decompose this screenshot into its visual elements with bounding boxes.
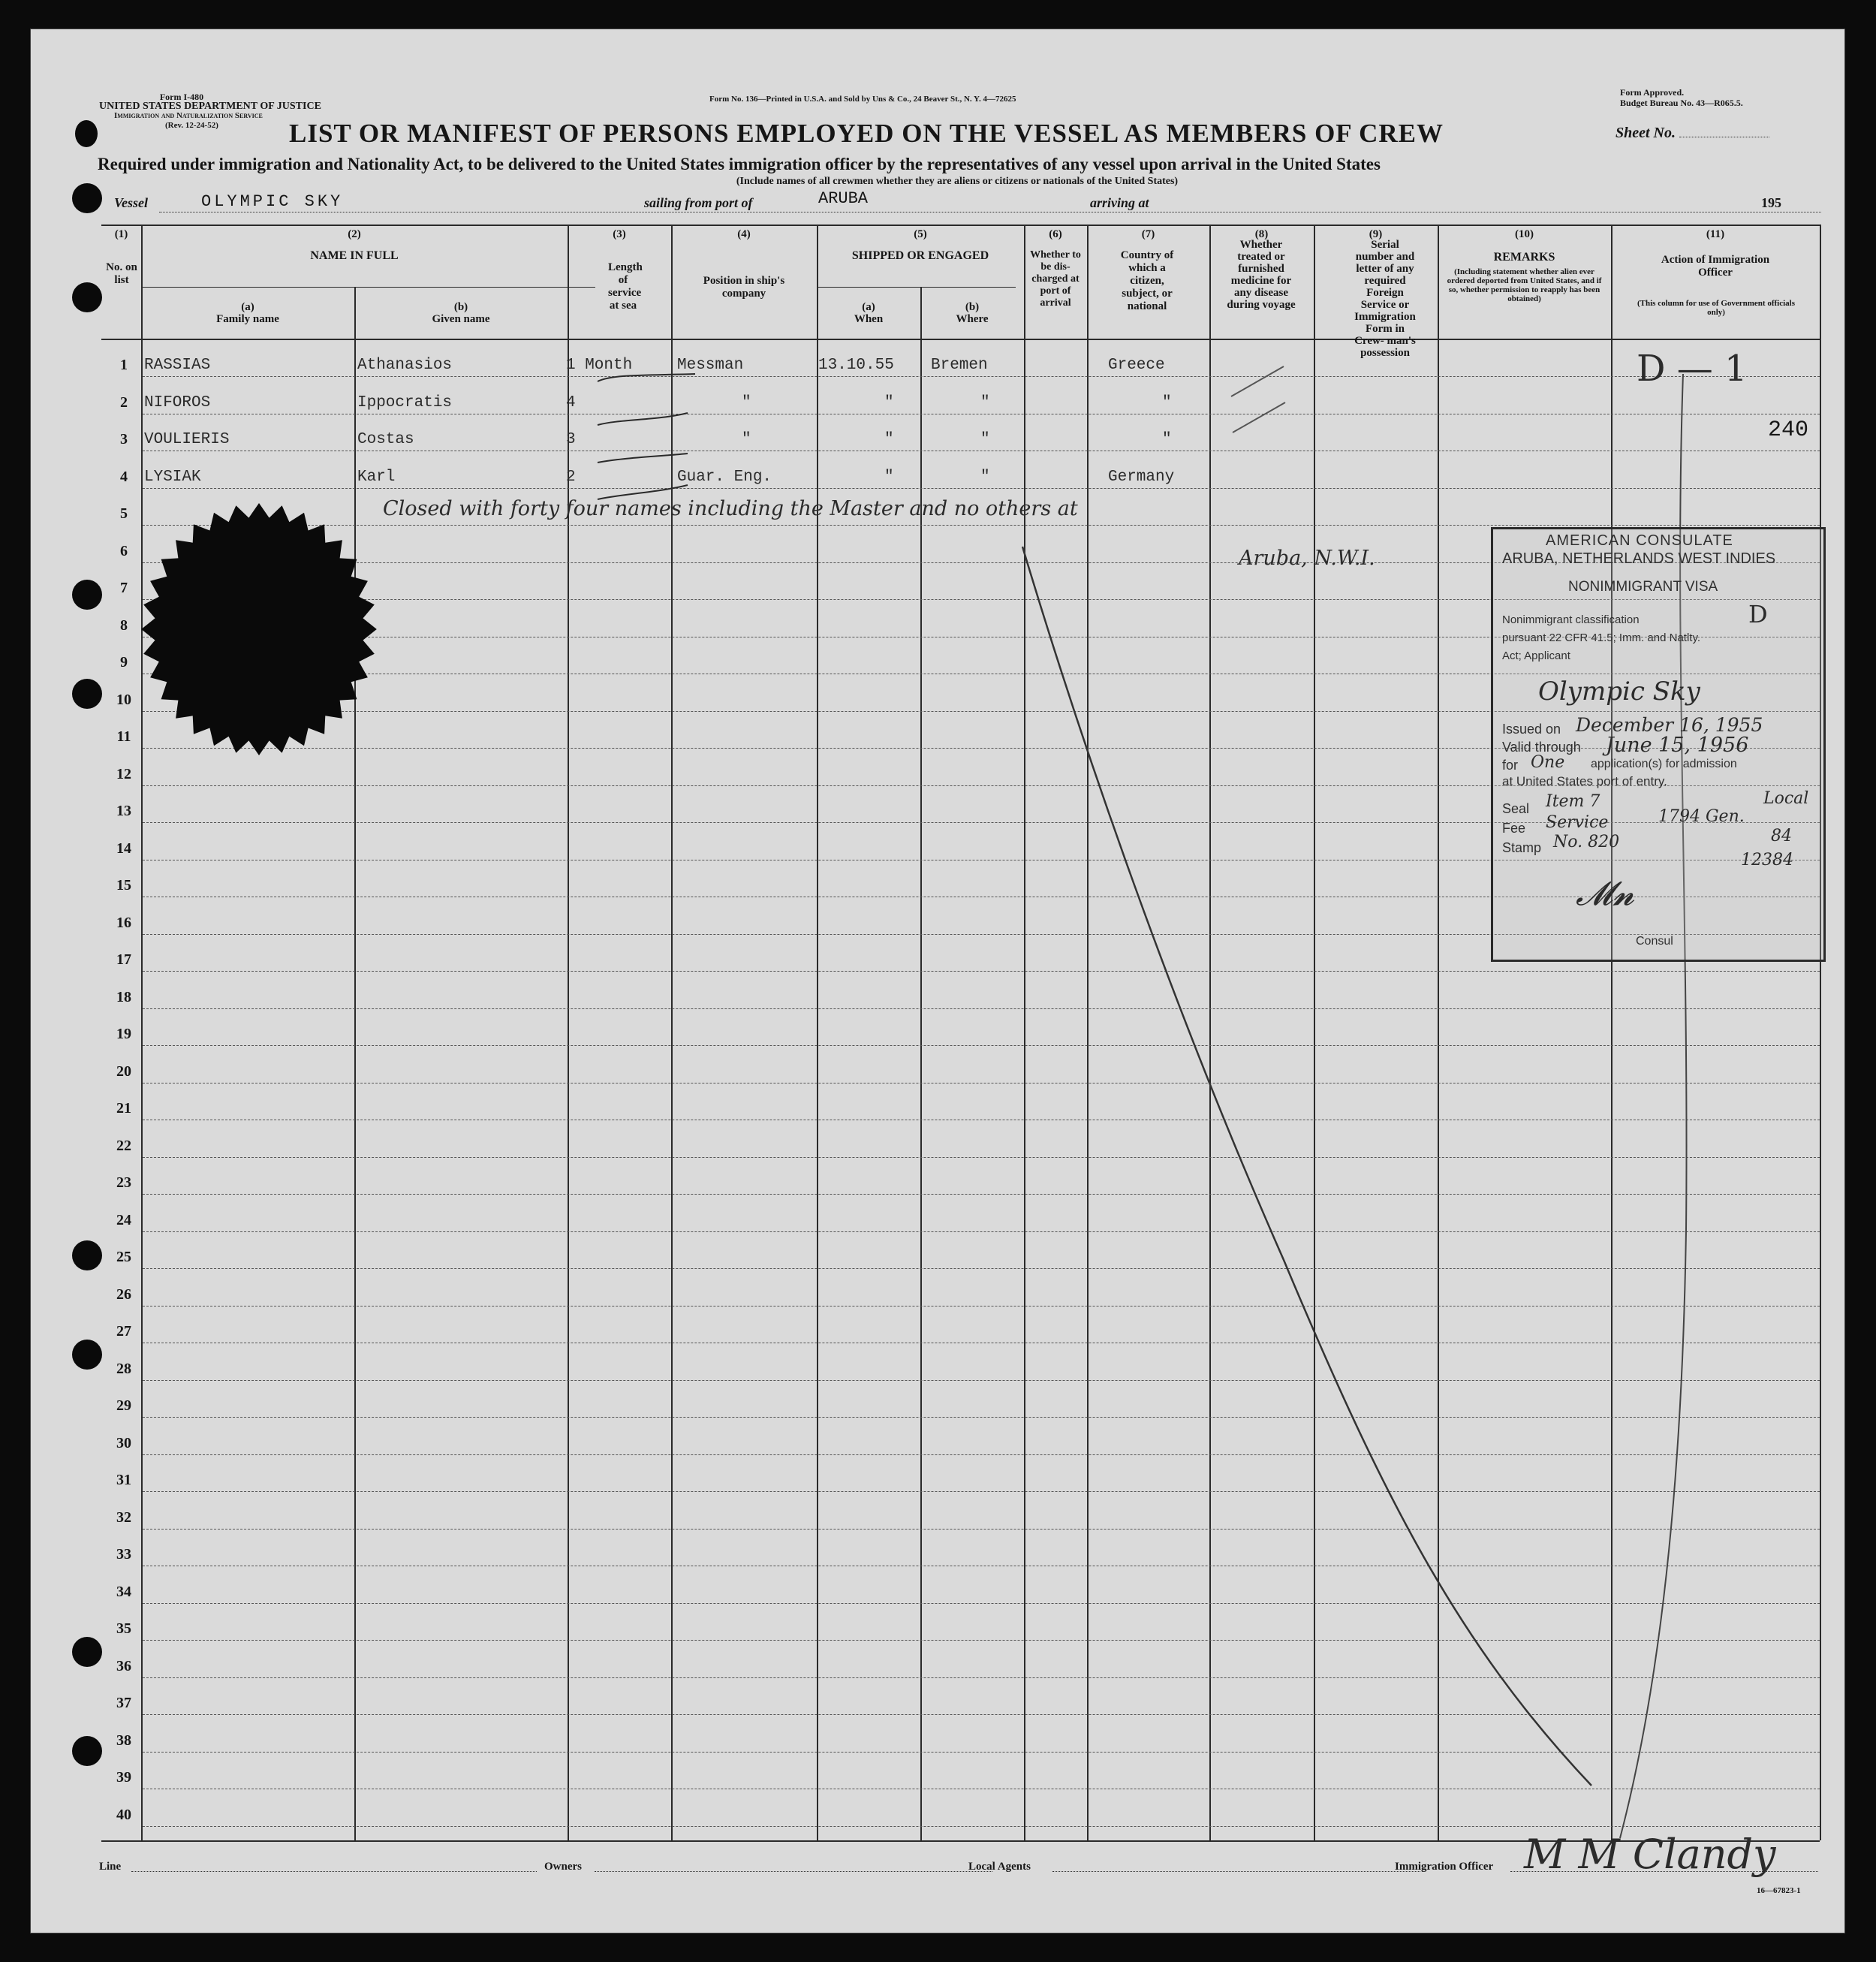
col4-number: (4) xyxy=(737,228,751,240)
row-number: 36 xyxy=(116,1657,131,1674)
stamp-stamp-value: No. 820 xyxy=(1553,833,1620,851)
shipped-where-cell: " xyxy=(980,393,990,411)
col1-number: (1) xyxy=(114,228,128,240)
country-cell: " xyxy=(1162,431,1172,448)
col11-number: (11) xyxy=(1706,228,1725,240)
col8-number: (8) xyxy=(1254,228,1269,240)
col9-header: Serial number and letter of any required Foreign Service or Immigration Form in Crew- man's possession xyxy=(1354,239,1416,359)
row-number: 22 xyxy=(116,1137,131,1154)
col2b-header: Given name xyxy=(432,313,490,325)
family-name-cell: VOULIERIS xyxy=(144,431,230,448)
pencil-line xyxy=(30,29,1845,1933)
family-name-cell: LYSIAK xyxy=(144,468,201,486)
given-name-cell: Costas xyxy=(357,431,414,448)
row-number: 33 xyxy=(116,1546,131,1563)
row-number: 26 xyxy=(116,1285,131,1303)
stamp-valid-label: Valid through xyxy=(1502,740,1581,755)
stamp-classification-value: D xyxy=(1748,600,1768,628)
family-name-cell: RASSIAS xyxy=(144,357,211,374)
col6-header: Whether to be dis- charged at port of arrival xyxy=(1030,249,1081,309)
col5a-number: (a) xyxy=(862,301,875,313)
row-number: 21 xyxy=(116,1100,131,1117)
department: UNITED STATES DEPARTMENT OF JUSTICE xyxy=(99,101,321,112)
stamp-for-label: for xyxy=(1502,758,1519,773)
position-cell: " xyxy=(742,431,751,448)
row-number: 27 xyxy=(116,1323,131,1340)
row-number: 34 xyxy=(116,1583,131,1600)
stamp-act: Act; Applicant xyxy=(1502,649,1570,662)
service-length-cell: 4 xyxy=(566,393,576,411)
row-number: 1 xyxy=(120,357,128,373)
row-number: 38 xyxy=(116,1731,131,1749)
stamp-pursuant: pursuant 22 CFR 41.5; Imm. and Natlty. xyxy=(1502,631,1701,644)
col10-number: (10) xyxy=(1515,228,1534,240)
country-cell: Greece xyxy=(1108,357,1165,374)
row-number: 40 xyxy=(116,1806,131,1823)
stamp-consul-label: Consul xyxy=(1636,935,1673,948)
stamp-stamp-label: Stamp xyxy=(1502,840,1542,855)
col11-header: Action of Immigration Officer xyxy=(1661,254,1770,279)
row-number: 6 xyxy=(120,542,128,559)
footer-officer-label: Immigration Officer xyxy=(1395,1861,1494,1873)
row-number: 30 xyxy=(116,1434,131,1451)
given-name-cell: Karl xyxy=(357,468,396,486)
year-label: 195 xyxy=(1761,195,1781,210)
closing-place: Aruba, N.W.I. xyxy=(1239,547,1375,570)
stamp-admission: application(s) for admission xyxy=(1591,758,1737,770)
footer-code: 16—67823-1 xyxy=(1757,1886,1801,1895)
stamp-line-consulate: AMERICAN CONSULATE xyxy=(1546,532,1733,549)
form-approved: Form Approved. xyxy=(1620,87,1685,98)
position-cell: Messman xyxy=(677,357,744,374)
budget-bureau: Budget Bureau No. 43—R065.5. xyxy=(1620,98,1743,108)
stamp-port: at United States port of entry. xyxy=(1502,774,1667,788)
stamp-issued-label: Issued on xyxy=(1502,722,1561,737)
footer-line-label: Line xyxy=(99,1861,122,1873)
country-cell: " xyxy=(1162,393,1172,411)
col2-header: NAME IN FULL xyxy=(310,249,399,262)
row-number: 12 xyxy=(116,765,131,782)
shipped-when-cell: " xyxy=(884,393,894,411)
row-number: 15 xyxy=(116,877,131,894)
row-number: 4 xyxy=(120,468,128,485)
consulate-visa-stamp xyxy=(1491,527,1826,962)
footer-owners-label: Owners xyxy=(544,1861,582,1873)
count-annotation: 240 xyxy=(1768,417,1809,443)
stamp-for-value: One xyxy=(1531,753,1565,772)
col2b-number: (b) xyxy=(453,301,468,313)
row-number: 39 xyxy=(116,1769,131,1786)
row-number: 18 xyxy=(116,988,131,1005)
footer-owners-rule xyxy=(595,1871,992,1872)
col5a-header: When xyxy=(854,313,884,325)
revision: (Rev. 12-24-52) xyxy=(165,121,218,130)
col6-number: (6) xyxy=(1049,228,1062,240)
row-number: 8 xyxy=(120,616,128,634)
row-number: 2 xyxy=(120,393,128,411)
stamp-extra-local: Local xyxy=(1763,789,1809,808)
row-number: 5 xyxy=(120,505,128,522)
form-number: Form I-480 xyxy=(159,92,204,102)
sheet-no-label: Sheet No. xyxy=(1616,125,1676,141)
stamp-line-location: ARUBA, NETHERLANDS WEST INDIES xyxy=(1502,550,1776,567)
col2a-number: (a) xyxy=(241,301,254,313)
col9-number: (9) xyxy=(1369,228,1383,240)
col4-header: Position in ship's company xyxy=(703,275,785,300)
service-length-cell: 3 xyxy=(566,431,576,448)
row-number: 23 xyxy=(116,1174,131,1191)
row-number: 16 xyxy=(116,914,131,931)
col5-header: SHIPPED OR ENGAGED xyxy=(851,249,989,262)
row-number: 13 xyxy=(116,803,131,819)
col3-number: (3) xyxy=(613,228,626,240)
row-number: 37 xyxy=(116,1695,131,1711)
service: Immigration and Naturalization Service xyxy=(114,111,263,120)
row-number: 20 xyxy=(116,1062,131,1080)
printer-note: Form No. 136—Printed in U.S.A. and Sold by Uns & Co., 24 Beaver St., N. Y. 4—72625 xyxy=(709,95,1016,104)
stamp-seal-value: Item 7 xyxy=(1546,792,1600,811)
shipped-when-cell: " xyxy=(884,468,894,486)
col10-header: REMARKS xyxy=(1493,251,1555,264)
shipped-when-cell: " xyxy=(884,431,894,448)
row-number: 24 xyxy=(116,1211,131,1228)
row-number: 3 xyxy=(120,431,128,448)
row-number: 32 xyxy=(116,1508,131,1526)
vessel-label: Vessel xyxy=(114,195,148,210)
row-number: 11 xyxy=(116,728,131,745)
position-cell: Guar. Eng. xyxy=(677,468,772,486)
col5b-header: Where xyxy=(956,313,989,325)
stamp-seal-label: Seal xyxy=(1502,801,1530,816)
row-number: 9 xyxy=(120,654,128,671)
service-length-cell: 1 Month xyxy=(566,357,633,374)
col2-number: (2) xyxy=(348,228,361,240)
form-subtitle: Required under immigration and Nationality Act, to be delivered to the United States immigration officer by the representatives of any vessel upon arrival in the United States xyxy=(98,155,1381,173)
col8-header: Whether treated or furnished medicine for any disease during voyage xyxy=(1227,239,1296,311)
sailing-label: sailing from port of xyxy=(644,195,753,210)
row-number: 31 xyxy=(116,1472,131,1488)
col2a-header: Family name xyxy=(216,313,279,325)
country-cell: Germany xyxy=(1108,468,1175,486)
row-number: 7 xyxy=(120,580,128,596)
stamp-issued-value: December 16, 1955 xyxy=(1576,714,1763,736)
manifest-page xyxy=(30,29,1845,1933)
footer-agents-label: Local Agents xyxy=(968,1861,1031,1873)
shipped-where-cell: " xyxy=(980,468,990,486)
col7-number: (7) xyxy=(1141,228,1155,240)
closing-statement: Closed with forty four names including the Master and no others at xyxy=(383,497,1078,520)
row-number: 25 xyxy=(116,1249,131,1265)
stamp-line-visa: NONIMMIGRANT VISA xyxy=(1568,579,1718,595)
sailing-port: ARUBA xyxy=(818,189,869,208)
form-note: (Include names of all crewmen whether they are aliens or citizens or nationals of the United States) xyxy=(736,176,1179,187)
officer-action-mark: D — 1 xyxy=(1637,348,1748,390)
stamp-fee-label: Fee xyxy=(1502,821,1526,836)
col7-header: Country of which a citizen, subject, or national xyxy=(1120,249,1174,312)
col10-note: (Including statement whether alien ever ordered deported from United States, and if so, whether permission to reapply has been obtained) xyxy=(1447,267,1602,303)
row-number: 14 xyxy=(116,839,131,857)
col5-number: (5) xyxy=(914,228,927,240)
form-title: LIST OR MANIFEST OF PERSONS EMPLOYED ON THE VESSEL AS MEMBERS OF CREW xyxy=(289,119,1444,148)
officer-signature: M M Clandy xyxy=(1524,1831,1776,1878)
stamp-fee-value: Service xyxy=(1546,813,1609,832)
shipped-when-cell: 13.10.55 xyxy=(818,357,894,374)
consul-signature: 𝓜𝓷 xyxy=(1576,875,1635,913)
position-cell: " xyxy=(742,393,751,411)
col11-note: (This column for use of Government officials only) xyxy=(1637,299,1795,317)
shipped-where-cell: " xyxy=(980,431,990,448)
footer-line-rule xyxy=(131,1871,537,1872)
row-number: 17 xyxy=(116,951,131,968)
stamp-extra-12384: 12384 xyxy=(1741,851,1793,869)
family-name-cell: NIFOROS xyxy=(144,393,211,411)
col3-header: Length of service at sea xyxy=(608,261,643,312)
stamp-valid-value: June 15, 1956 xyxy=(1606,734,1749,757)
row-number: 19 xyxy=(116,1026,131,1042)
row-number: 35 xyxy=(116,1620,131,1637)
stamp-applicant: Olympic Sky xyxy=(1538,677,1700,707)
given-name-cell: Ippocratis xyxy=(357,393,453,411)
given-name-cell: Athanasios xyxy=(357,357,453,374)
col1-header: No. on list xyxy=(106,261,137,286)
stamp-extra-gen: 1794 Gen. xyxy=(1658,807,1745,826)
service-length-cell: 2 xyxy=(566,468,576,486)
arriving-label: arriving at xyxy=(1090,195,1149,210)
col5b-number: (b) xyxy=(965,301,980,313)
row-number: 10 xyxy=(116,691,131,708)
vessel-name: OLYMPIC SKY xyxy=(201,192,344,211)
stamp-classification-label: Nonimmigrant classification xyxy=(1502,613,1640,626)
stamp-extra-84: 84 xyxy=(1771,827,1792,845)
row-number: 29 xyxy=(116,1397,131,1414)
shipped-where-cell: Bremen xyxy=(931,357,988,374)
row-number: 28 xyxy=(116,1360,131,1377)
footer-agents-rule xyxy=(1052,1871,1420,1872)
